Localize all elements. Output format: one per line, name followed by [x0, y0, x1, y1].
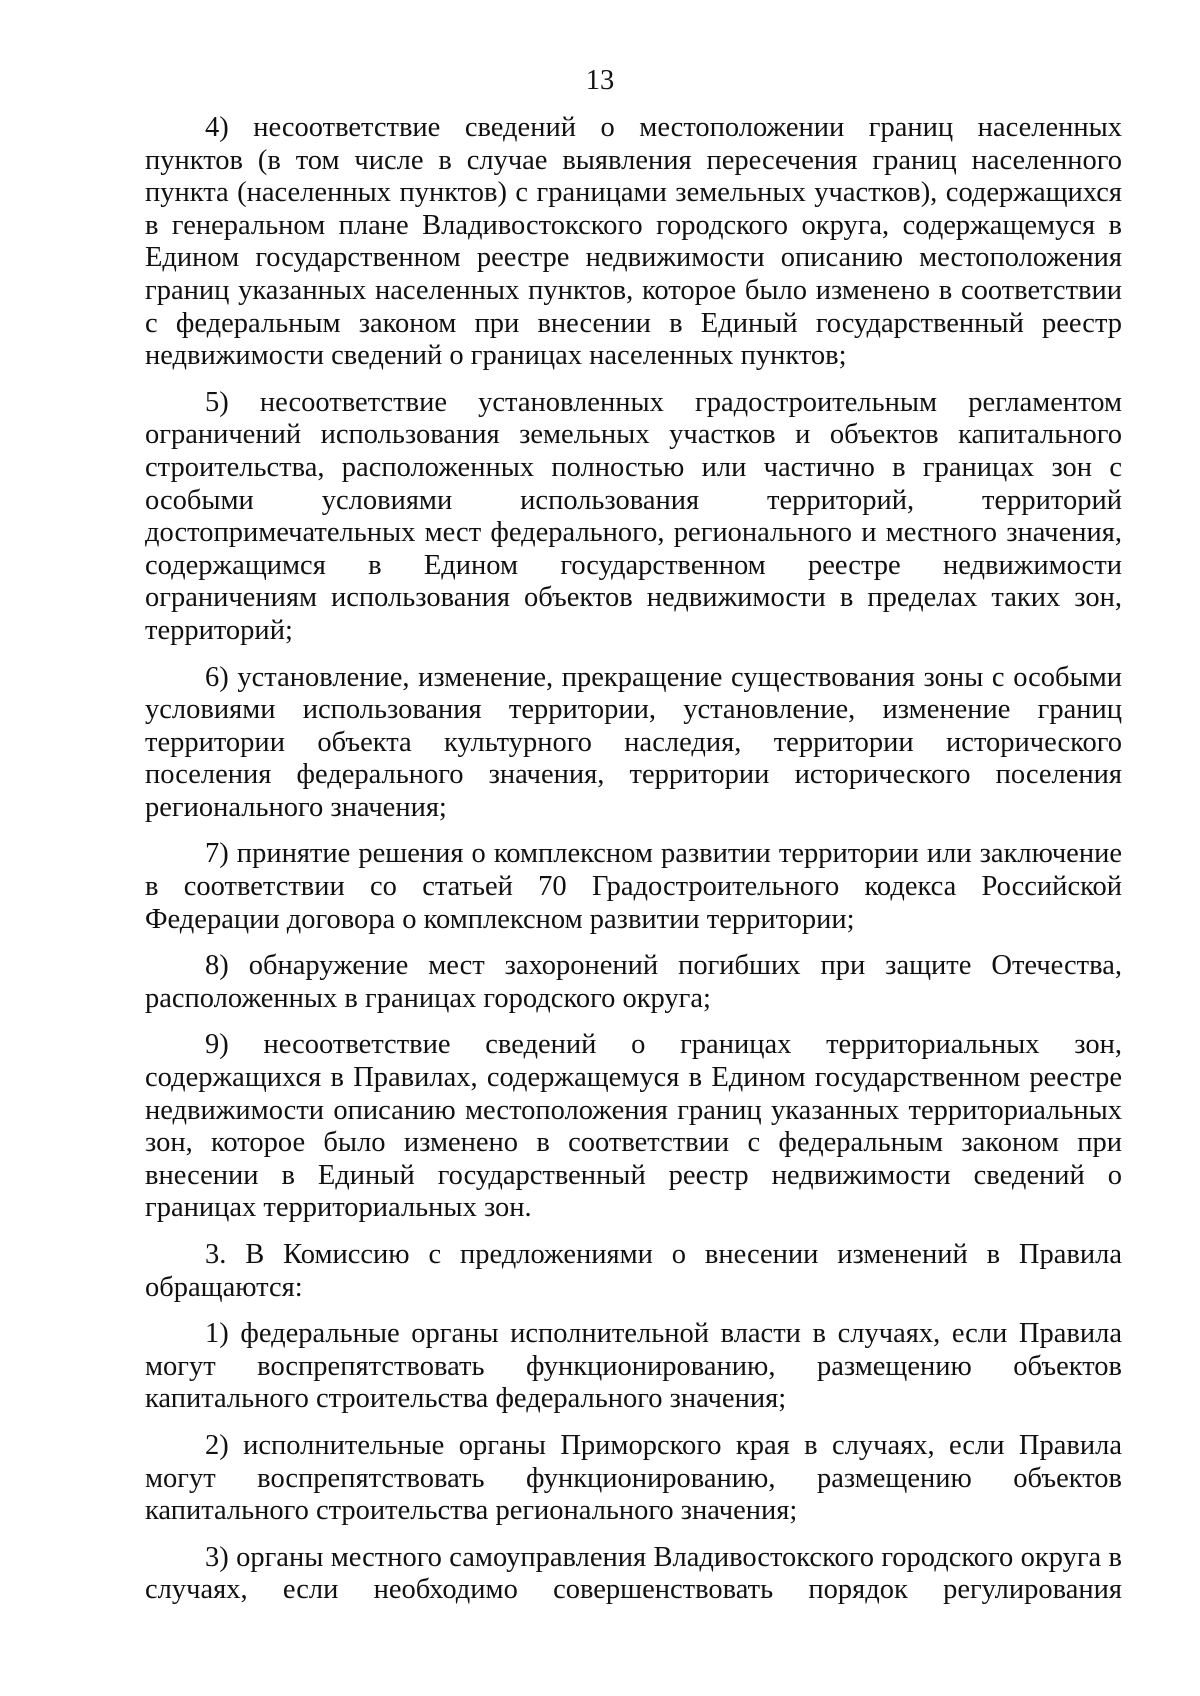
- paragraph-item-1-federal: 1) федеральные органы исполнительной власти в случаях, если Правила могут воспрепятствовать функционированию, размещению объектов капитального строительства федерального значения;: [145, 1318, 1122, 1415]
- paragraph-item-9: 9) несоответствие сведений о границах территориальных зон, содержащихся в Правилах, содержащемуся в Едином государственном реестре недвижимости описанию местоположения границ указанных территориальных зон, которое было изменено в соответствии с федеральным законом при внесении в Единый государственный реестр недвижимости сведений о границах территориальных зон.: [145, 1029, 1122, 1224]
- paragraph-item-3-local: 3) органы местного самоуправления Владивостокского городского округа в случаях, если необходимо совершенствовать порядок регулирования: [145, 1541, 1122, 1606]
- paragraph-section-3: 3. В Комиссию с предложениями о внесении изменений в Правила обращаются:: [145, 1239, 1122, 1303]
- page-number: 13: [585, 65, 615, 96]
- paragraph-item-5: 5) несоответствие установленных градостроительным регламентом ограничений использования земельных участков и объектов капитального строительства, расположенных полностью или частично в границах зон с особыми условиями использования территорий, территорий достопримечательных мест федерального, регионального и местного значения, содержащимся в Едином государственном реестре недвижимости ограничениям использования объектов недвижимости в пределах таких зон, территорий;: [145, 386, 1122, 646]
- paragraph-item-2-regional: 2) исполнительные органы Приморского края в случаях, если Правила могут воспрепятствовать функционированию, размещению объектов капитального строительства регионального значения;: [145, 1429, 1122, 1527]
- paragraph-item-6: 6) установление, изменение, прекращение существования зоны с особыми условиями использования территории, установление, изменение границ территории объекта культурного наследия, территории исторического поселения федерального значения, территории исторического поселения регионального значения;: [145, 661, 1122, 823]
- paragraph-item-7: 7) принятие решения о комплексном развитии территории или заключение в соответствии со статьей 70 Градостроительного кодекса Российской Федерации договора о комплексном развитии территории;: [145, 838, 1122, 935]
- document-body: [145, 112, 1122, 1621]
- paragraph-item-8: 8) обнаружение мест захоронений погибших при защите Отечества, расположенных в границах городского округа;: [145, 950, 1122, 1014]
- paragraph-item-4: 4) несоответствие сведений о местоположении границ населенных пунктов (в том числе в случае выявления пересечения границ населенного пункта (населенных пунктов) с границами земельных участков), содержащихся в генеральном плане Владивостокского городского округа, содержащемуся в Едином государственном реестре недвижимости описанию местоположения границ указанных населенных пунктов, которое было изменено в соответствии с федеральным законом при внесении в Единый государственный реестр недвижимости сведений о границах населенных пунктов;: [145, 112, 1122, 372]
